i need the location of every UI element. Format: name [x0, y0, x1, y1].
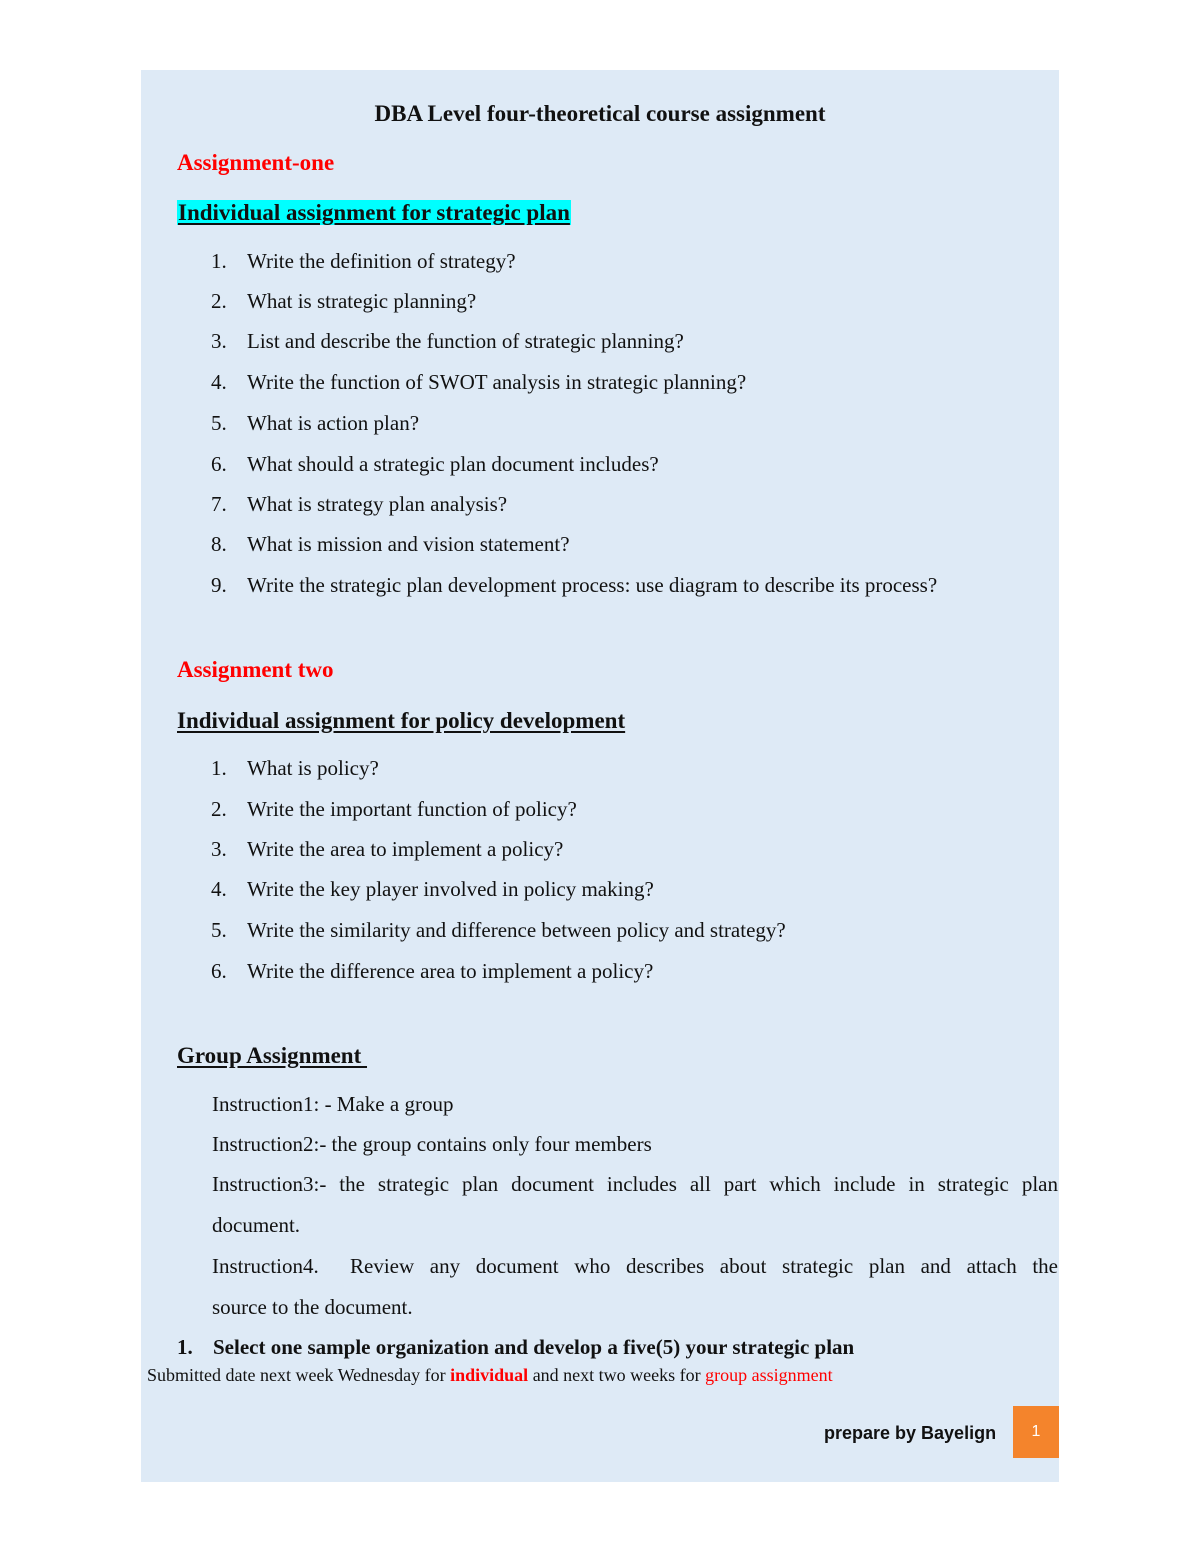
assignment-one-heading-text: Individual assignment for strategic plan: [178, 200, 570, 225]
submission-group: group assignment: [705, 1365, 833, 1385]
assignment-one-heading: [177, 200, 571, 226]
submission-individual: individual: [450, 1365, 529, 1385]
instruction-3-line-1: Instruction3:- the strategic plan document includes all part which include in strategic plan: [212, 1172, 1058, 1196]
instruction-4-line-1: Instruction4. Review any document who describes about strategic plan and attach the: [212, 1254, 1058, 1278]
list-item: 4. Write the function of SWOT analysis in strategic planning?: [211, 370, 747, 394]
instruction-1: Instruction1: - Make a group: [212, 1092, 454, 1116]
list-item: 8. What is mission and vision statement?: [211, 532, 570, 556]
list-item: 1. Write the definition of strategy?: [211, 249, 516, 273]
list-item: 3. List and describe the function of strategic planning?: [211, 329, 684, 353]
list-item: 9. Write the strategic plan development process: use diagram to describe its process?: [211, 573, 938, 597]
list-item: 4. Write the key player involved in policy making?: [211, 877, 654, 901]
list-item: 6. What should a strategic plan document includes?: [211, 452, 659, 476]
instruction-4-line-2: source to the document.: [212, 1295, 413, 1319]
prepared-by: prepare by Bayelign: [824, 1423, 997, 1443]
list-item: 7. What is strategy plan analysis?: [211, 492, 508, 516]
group-task-item: 1. Select one sample organization and develop a five(5) your strategic plan: [177, 1335, 855, 1359]
list-item: 5. Write the similarity and difference between policy and strategy?: [211, 918, 786, 942]
list-item: 1. What is policy?: [211, 756, 379, 780]
list-item: 2. Write the important function of policy?: [211, 797, 577, 821]
assignment-two-label: Assignment two: [177, 657, 334, 682]
instruction-2: Instruction2:- the group contains only four members: [212, 1132, 652, 1156]
document-page: [141, 70, 1059, 1482]
assignment-one-label: Assignment-one: [177, 150, 335, 175]
instruction-3-line-2: document.: [212, 1213, 301, 1237]
list-item: 5. What is action plan?: [211, 411, 420, 435]
list-item: 3. Write the area to implement a policy?: [211, 837, 564, 861]
submission-note: Submitted date next week Wednesday for individual and next two weeks for group assignment: [147, 1365, 833, 1385]
list-item: 6. Write the difference area to implement a policy?: [211, 959, 654, 983]
page-number: 1: [1013, 1406, 1059, 1458]
document-title: DBA Level four-theoretical course assignment: [374, 101, 826, 126]
assignment-two-heading: Individual assignment for policy development: [177, 708, 626, 733]
list-item: 2. What is strategic planning?: [211, 289, 477, 313]
group-assignment-heading: Group Assignment: [177, 1043, 368, 1068]
